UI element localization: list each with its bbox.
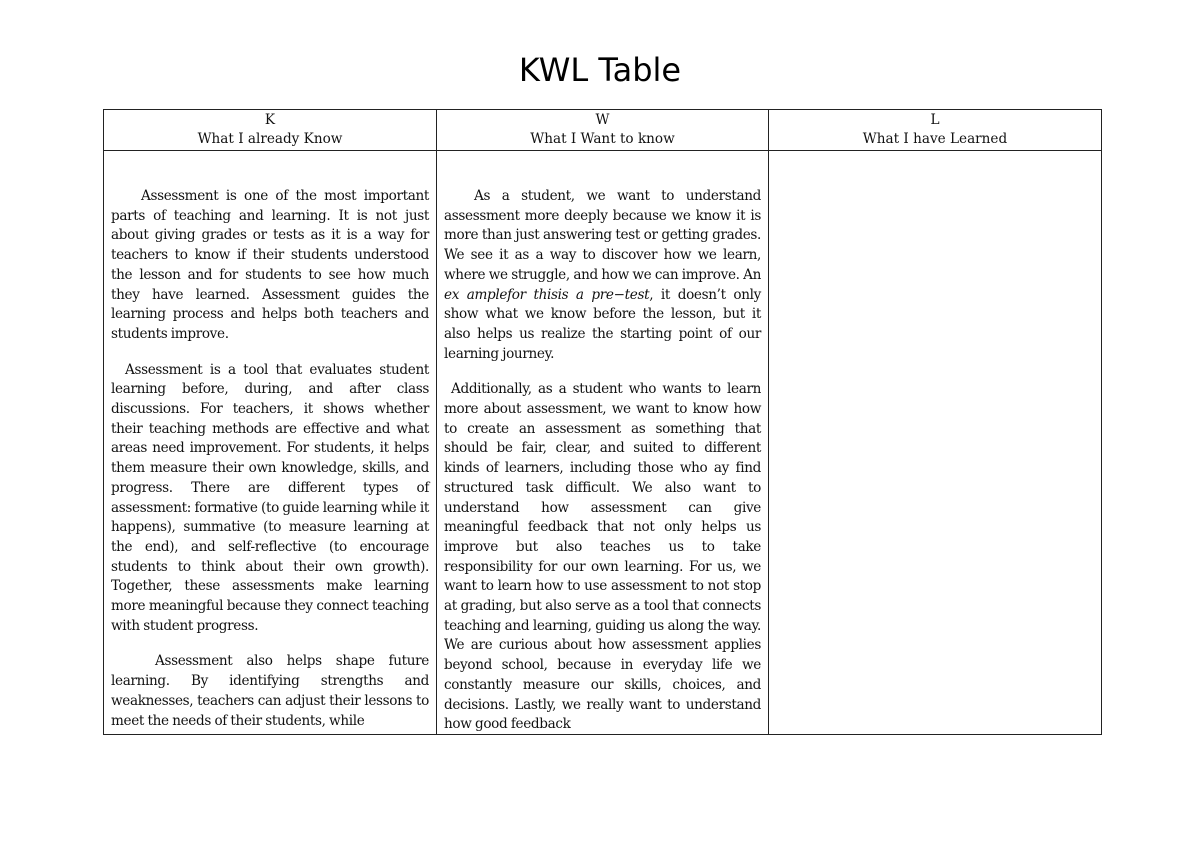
w-paragraph: Additionally, as a student who wants to learn more about assessment, we want to know how to create an assessment as something that should be fair, clear, and suited to different kinds of learners, including those who ay find structured task difficult. We also want to understand how assessment can give meaningful feedback that not only helps us improve but also teaches us to take responsibility for our own learning. For us, we want to learn how to use assessment to not stop at grading, but also serve as a tool that connects teaching and learning, guiding us along the way. We are curious about how assessment applies beyond school, because in everyday life we constantly measure our skills, choices, and decisions. Lastly, we really want to understand how good feedback — [444, 381, 761, 733]
content-row — [104, 151, 1102, 735]
w-text: , it doesn’t only show what we know before the lesson, but it also helps us realize the starting point of our learning journey. — [444, 286, 762, 362]
w-cell — [437, 151, 769, 735]
w-paragraph — [444, 187, 761, 364]
column-header-w — [437, 110, 769, 151]
column-letter: K — [264, 112, 276, 128]
k-paragraph: Assessment also helps shape future learning. By identifying strengths and weaknesses, teachers can adjust their lessons to meet the needs of their students, while — [111, 653, 429, 729]
w-text: As a student, we want to understand assessment more deeply because we know it is more than just answering test or getting grades. We see it as a way to discover how we learn, where we struggle, and how we can improve. An — [444, 188, 761, 283]
k-cell — [104, 151, 437, 735]
column-label: What I have Learned — [862, 131, 1008, 147]
column-letter: L — [930, 112, 940, 128]
column-label: What I Want to know — [530, 131, 675, 147]
column-letter: W — [595, 112, 610, 128]
l-content — [769, 151, 1101, 734]
l-cell[interactable] — [769, 151, 1102, 735]
k-paragraph: Assessment is a tool that evaluates student learning before, during, and after class discussions. For teachers, it shows whether their teaching methods are effective and what areas need improvement. For students, it helps them measure their own knowledge, skills, and progress. There are different types of assessment: formative (to guide learning while it happens), summative (to measure learning at the end), and self-reflective (to encourage students to think about their own growth). Together, these assessments make learning more meaningful because they connect teaching with student progress. — [111, 361, 429, 634]
w-italic-text: ex amplefor thisis a pre−test — [444, 286, 650, 303]
column-header-k — [104, 110, 437, 151]
column-label: What I already Know — [197, 131, 343, 147]
header-row — [104, 110, 1102, 151]
page-title: KWL Table — [518, 51, 682, 89]
kwl-table — [103, 109, 1102, 735]
k-paragraph: Assessment is one of the most important parts of teaching and learning. It is not just about giving grades or tests as it is a way for teachers to know if their students understood the lesson and for students to see how much they have learned. Assessment guides the learning process and helps both teachers and students improve. — [111, 188, 429, 342]
column-header-l — [769, 110, 1102, 151]
